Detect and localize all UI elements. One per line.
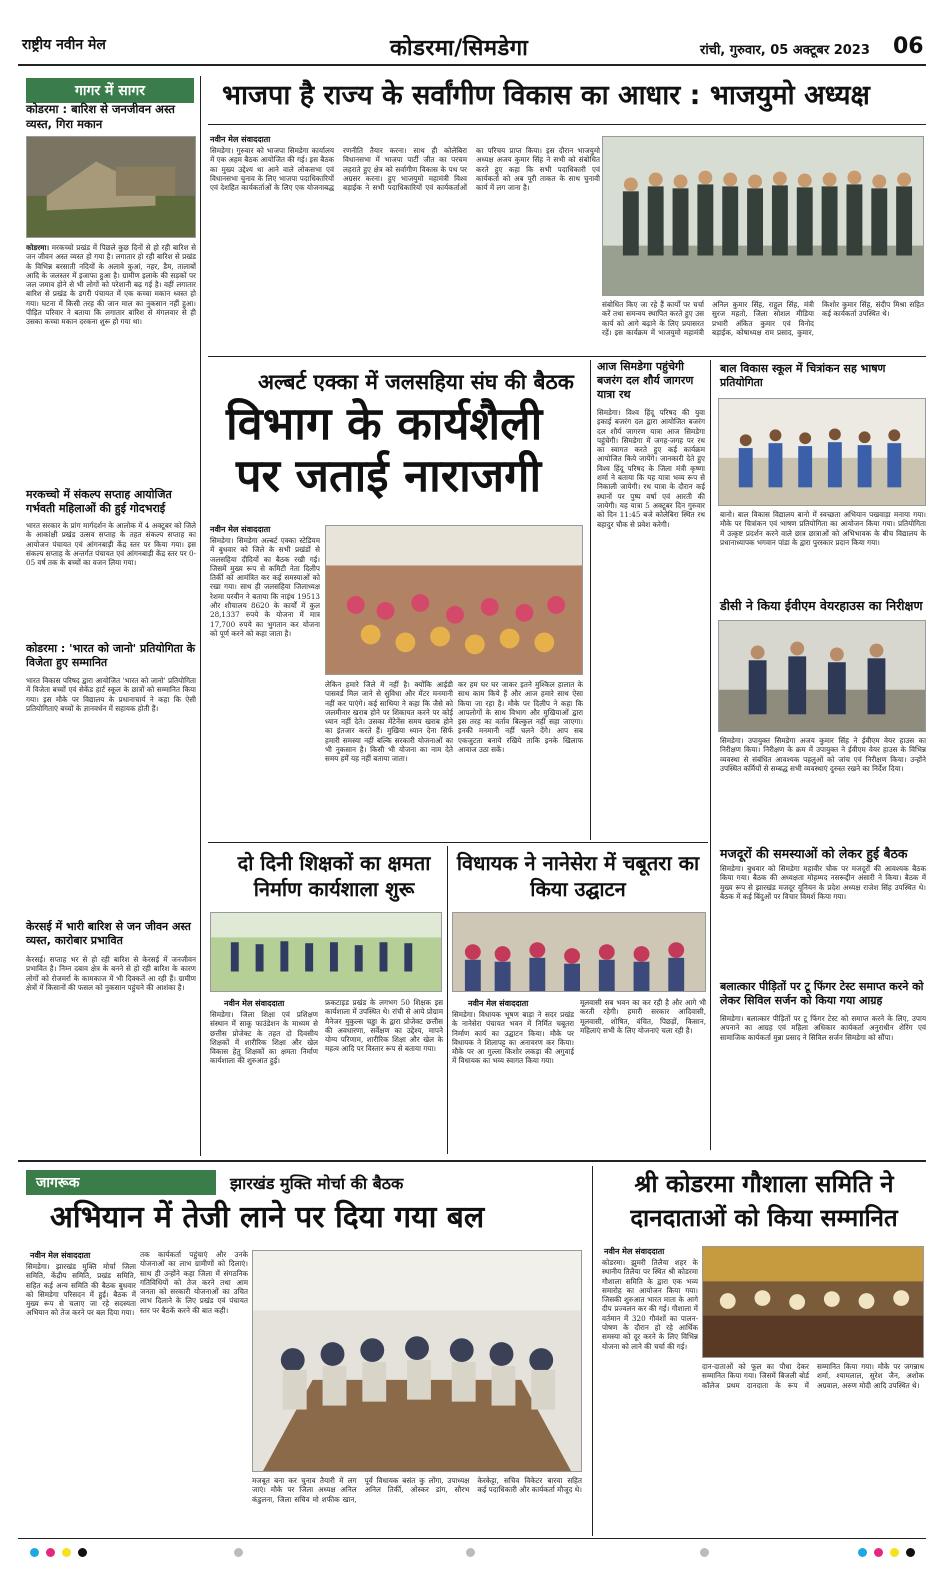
left-column-tag: गागर में सागर xyxy=(26,78,194,103)
bottom-right-headline-line1: श्री कोडरमा गौशाला समिति ने xyxy=(634,1170,894,1198)
center-story-headline-line2: पर जताई नाराजगी xyxy=(236,449,542,502)
mid-right-body2: मूलवासी सब भवन का कर रही है और आगे भी करती रहेगी। हमारी सरकार आदिवासी, मूलवासी, शोषित, वंचित, पिछड़ों, किसान, महिलाएं सभी के लिए योजनाएं चला रही है। xyxy=(580,998,706,1035)
teachers-workshop-photo xyxy=(210,912,442,992)
registration-mark-icon xyxy=(78,1548,87,1557)
bottom-section-rule xyxy=(18,1160,926,1162)
left-story1-text: मरकच्चो प्रखंड में पिछले कुछ दिनों से हो रही बारिश से जन जीवन अस्त व्यस्त हो गया है। लगातार हो रही बारिश से प्रखंड के विभिन्न बरसाती नदियों के अलावे कुआं, नहर, डैम, तालाबों आदि के जलस्तर में इजाफा हुआ है। ग्रामीण इलाके की सड़कों पर जल जमाव होने से भी लोगों को परेशानी बढ़ गई है। वहीं लगातार बारिश से प्रखंड के डगरी पंचायत में एक कच्चा मकान ध्वस्त हो गया। घटना में किसी तरह की जान माल का नुकसान नहीं हुआ। पीड़ित परिवार ने बताया कि लगातार बारिश से मंगलवार से ही उसका कच्चा मकान दरकना शुरू हो गया था। xyxy=(26,243,196,327)
top-story-rule xyxy=(208,124,926,125)
gaushala-ceremony-photo xyxy=(702,1246,924,1358)
bottom-left-kicker: झारखंड मुक्ति मोर्चा की बैठक xyxy=(230,1174,404,1193)
dateline: रांची, गुरुवार, 05 अक्टूबर 2023 xyxy=(700,43,870,58)
bottom-right-caption: दान-दाताओं को फूल का पौधा देकर सम्मानित किया गया। जिसमें बिजली बोर्ड कॉलेज प्रथम दानदाता के रूप में सम्मानित किया गया। मौके पर जगन्नाथ शर्मा, श्यामलाल, सुरेश जैन, अशोक अग्रवाल, अरुण मोदी आदि उपस्थित थे। xyxy=(702,1362,924,1390)
bottom-left-body: सिमडेगा। झारखंड मुक्ति मोर्चा जिला समिति, केंद्रीय समिति, प्रखंड समिति, सहित कई अन्य समिति की बैठक बुधवार को सिमडेगा परिसदन में हुई। बैठक में मुख्य रूप से चलाए जा रहे सदस्यता अभियान को तेज करने पर बल दिया गया। xyxy=(26,1262,136,1318)
mid-left-byline: नवीन मेल संवाददाता xyxy=(224,999,285,1008)
center-story-body: सिमडेगा। सिमडेगा अल्बर्ट एक्का स्टेडियम में बुधवार को जिले के सभी प्रखंडों से जलसहिया दीदियों का बैठक रखी गई। जिसमें मुख्य रूप से कमिटी नेता दिलीप तिर्की को आमंत्रित कर कई समस्याओं को रखा गया। साथ ही जलसहिया जिलाध्यक्ष रेशमा परवीन ने बताया कि नाइंथ 19513 और शौचालय 8620 के कार्यों में कुल 28,1337 रुपये के योजना में मात्र 17,700 रुपये का भुगतान कर योजना को पूर्ण करने को कहा जाता है। xyxy=(210,536,320,638)
right-story1-headline: बाल विकास स्कूल में चित्रांकन सह भाषण प्रतियोगिता xyxy=(720,362,886,389)
registration-mark-icon xyxy=(906,1548,915,1557)
flood-house-photo xyxy=(26,136,196,238)
bottom-left-byline: नवीन मेल संवाददाता xyxy=(30,1251,91,1260)
bottom-right-body: कोडरमा। झुमरी तिलैया शहर के स्थानीय तिलैया पर स्थित श्री कोडरमा गौशाला समिति के द्वारा एक भव्य समारोह का आयोजन किया गया। जिसकी शुरुआत भारत माता के आगे दीप प्रज्वलन कर की गई। गौशाला में वर्तमान में 320 गौवंशों का पालन-पोषण के दौरान हो रहे आर्थिक समस्या को दूर करने के लिए विभिन्न योजना को लाने की चर्चा की गई। xyxy=(602,1258,698,1351)
mid-divider xyxy=(447,846,448,1154)
school-competition-photo xyxy=(718,398,926,506)
right-story1-body: बानो। बाल विकास विद्यालय बानो में स्वच्छता अभियान पखवाड़ा मनाया गया। मौके पर चित्रांकन एवं भाषण प्रतियोगिता का आयोजन किया गया। प्रतियोगिता में उत्कृष्ट प्रदर्शन करने वाले छात्र छात्राओं को अभिभावक के बीच विद्यालय के प्रधानाध्यापक भगवान पांडा के द्वारा पुरस्कार प्रदान किया गया। xyxy=(720,510,926,547)
top-story-byline: नवीन मेल संवाददाता xyxy=(210,135,271,144)
left-story1-dateline: कोडरमा। xyxy=(26,243,50,252)
right-story2-headline: डीसी ने किया ईवीएम वेयरहाउस का निरीक्षण xyxy=(720,598,923,613)
mid-rule xyxy=(208,842,708,843)
mid-left-body: सिमडेगा। जिला शिक्षा एवं प्रशिक्षण संस्थान में साकू फाउंडेशन के माध्यम से छत्तीस प्रोजेक्ट के तहत दो दिवसीय शिक्षकों में शारीरिक शिक्षा और खेल विकास हेतु शिक्षकों का क्षमता निर्माण कार्यशाला की शुरुआत हुई। xyxy=(210,1010,318,1066)
left-column-divider xyxy=(200,76,201,1156)
header-rule xyxy=(18,64,926,66)
mid-left-headline: दो दिनी शिक्षकों का क्षमता निर्माण कार्यशाला शुरू xyxy=(237,851,431,901)
bottom-left-headline: अभियान में तेजी लाने पर दिया गया बल xyxy=(50,1200,485,1235)
bottom-right-byline: नवीन मेल संवाददाता xyxy=(604,1247,665,1256)
top-story-headline: भाजपा है राज्य के सर्वांगीण विकास का आधार : भाजयुमो अध्यक्ष xyxy=(222,80,870,111)
left-story2-headline: मरकच्चो में संकल्प सप्ताह आयोजित गर्भवती महिलाओं की हुई गोदभराई xyxy=(26,488,172,515)
section-title: कोडरमा/सिमडेगा xyxy=(390,36,529,61)
bottom-right-headline-line2: दानदाताओं को किया सम्मानित xyxy=(630,1204,898,1232)
right-column-divider xyxy=(710,360,711,1150)
registration-mark-icon xyxy=(30,1548,39,1557)
left-story4-body: केरसई। सप्ताह भर से हो रही बारिश से केरसई में जनजीवन प्रभावित है। निम्न दबाव क्षेत्र के बनने से हो रही बारिश के कारण लोगों को रोजमर्रा के कामकाज में भी दिक्कतें आ रही हैं। ग्रामीण क्षेत्रों में किसानों की फसल को नुकसान पहुंचने की आशंका है। xyxy=(26,955,196,992)
mid-right-body: सिमडेगा। विधायक भूषण बाड़ा ने सदर प्रखंड के नानेसेरा पंचायत भवन में निर्मित चबूतरा निर्माण कार्य का उद्घाटन किया। मौके पर विधायक ने शिलापट्ट का अनावरण कर किया। मौके पर आ गुल्ला किशोर लकड़ा की अगुवाई में विधायक का भव्य स्वागत किया गया। xyxy=(452,1010,574,1066)
mid-right-headline: विधायक ने नानेसेरा में चबूतरा का किया उद्घाटन xyxy=(456,851,700,901)
registration-mark-icon xyxy=(890,1548,899,1557)
top-story-body: सिमडेगा। गुरुवार को भाजपा सिमडेगा कार्यालय में एक अहम बैठक आयोजित की गई। इस बैठक का मुख्य उद्देश्य था आने वाले लोकसभा एवं विधानसभा चुनाव के लिए भाजपा पदाधिकारियों एवं देशहित कार्यकर्ताओं के लिए एक योजनाबद्ध रणनीति तैयार करना। साथ ही कोलेबिरा विधानसभा में भाजपा पार्टी जीत का परचम लहराते हुए क्षेत्र को सर्वागीण विकास के पथ पर अग्रसर करना। हुए भाजयुमो महामंत्री विश्व बड़ाईक ने सभी पदाधिकारियों एवं कार्यकर्ताओं का परिचय प्राप्त किया। इस दौरान भाजयुमो अध्यक्ष अजय कुमार सिंह ने सभी को संबोधित करते हुए कहा कि सभी पदाधिकारी एवं कार्यकर्ता को अब पूरी ताकत के साथ चुनावी कार्य में लग जाना है। xyxy=(210,146,600,193)
center-right-divider xyxy=(590,360,591,840)
registration-mark-icon xyxy=(234,1548,243,1557)
registration-mark-icon xyxy=(858,1548,867,1557)
right-story3-headline: मजदूरों की समस्याओं को लेकर हुई बैठक xyxy=(720,846,908,861)
right-story3-body: सिमडेगा। बुधवार को सिमडेगा महावीर चौक पर मजदूरों की आवश्यक बैठक किया गया। बैठक की अध्यक्षता मोहम्मद नसरूद्दीन अंसारी ने किया। बैठक में मुख्य रूप से झारखंड मजदूर यूनियन के प्रदेश अध्यक्ष राजेश सिंह उपस्थित थे। बैठक में कई बिंदुओं पर विचार विमर्श किया गया। xyxy=(720,864,926,901)
registration-mark-icon xyxy=(466,1548,475,1557)
center-story-body3: कर हम घर घर जाकर इतने मुश्किल हालात के साथ काम किये हैं और आज हमारे साथ ऐसा किया जा रहा है। मौके पर दिलीप ने कहा कि आपलोगों के साथ विभाग और मुखियाओं द्वारा इस तरह का वर्ताव बिल्कुल नहीं सहा जाएगा। इनकी मनमानी नहीं चलने देंगे। आप सब एकजुटता बनाये रखिये ताकि इनके खिलाफ आवाज उठा सकें। xyxy=(458,680,583,755)
bottom-divider xyxy=(592,1166,593,1536)
bjym-meeting-photo xyxy=(602,136,924,296)
bajrang-story-headline: आज सिमडेगा पहुंचेगी बजरंग दल शौर्य जागरण यात्रा रथ xyxy=(597,360,694,401)
center-story-headline-line1: विभाग के कार्यशैली xyxy=(226,397,543,450)
page-number: 06 xyxy=(893,34,924,59)
bottom-left-body2: तक कार्यकर्ता पहुंचाएं और उनके योजनाओं का लाभ ग्रामीणों को दिलाएं। साथ ही उन्होंने कहा जिला में संगठनिक गतिविधियों को तेज करने तथा आम जनता को सरकारी योजनाओं का उचित लाभ दिलाने के लिए प्रखंड एवं पंचायत स्तर पर बैठकें करने की बात कही। xyxy=(140,1250,248,1315)
newspaper-logo: राष्ट्रीय नवीन मेल xyxy=(22,37,106,53)
mid-right-byline: नवीन मेल संवाददाता xyxy=(468,999,529,1008)
mid-left-body2: फ्रकटाइड प्रखंड के लगभग 50 शिक्षक इस कार्यशाला में उपस्थित थे। रांची से आये प्रोग्राम मैनेजर मुकुल्स चड्ढा के द्वारा प्रोजेक्ट छत्तीस की अवधारणा, सर्वेक्षण का उद्देश्य, मापने योग्य परिणाम, शारीरिक शिक्षा और खेल के महत्व आदि पर विस्तार रूप से बताया गया। xyxy=(325,998,443,1054)
right-story4-headline: बलात्कार पीड़ितों पर टू फिंगर टेस्ट समाप्त करने को लेकर सिविल सर्जन को किया गया आग्रह xyxy=(720,980,924,1007)
registration-mark-icon xyxy=(700,1548,709,1557)
top-story-caption: संबोधित किए जा रहे हैं कार्यों पर चर्चा करें तथा समन्वय स्थापित करते हुए उस कार्य को आगे बढ़ाने के लिए प्रयासरत रहें। इस कार्यक्रम में भाजयुमो महामंत्री अनिल कुमार सिंह, राहुल सिंह, मंत्री सुरज महतो, जिला सोशल मीडिया प्रभारी अंकित कुमार एवं विनोद बड़ाईक, कोषाध्यक्ष राम प्रसाद, कुमार, किशोर कुमार सिंह, संदीप मिश्रा सहित कई कार्यकर्ता उपस्थित थे। xyxy=(602,300,924,337)
left-story4-headline: केरसई में भारी बारिश से जन जीवन अस्त व्यस्त, कारोबार प्रभावित xyxy=(26,920,191,947)
right-story4-body: सिमडेगा। बलात्कार पीड़ितों पर टू फिंगर टेस्ट को समाप्त करने के लिए, उपाय अपनाने का आग्रह एवं महिला अधिकार कार्यकर्ता अनुराधीन शेरिंग एवं सामाजिक कार्यकर्ता मुन्ना प्रसाद ने सिविल सर्जन सिमडेगा को सौंपा। xyxy=(720,1014,926,1042)
registration-mark-icon xyxy=(62,1548,71,1557)
footer-rule xyxy=(18,1538,926,1539)
left-story2-body: भारत सरकार के प्रांग मार्गदर्शन के आलोक में 4 अक्टूबर को जिले के आकांक्षी प्रखंड उत्सव सप्ताह के तहत संकल्प सप्ताह का आयोजन पंचायत एवं आंगनबाड़ी केंद्र स्तर पर किया गया। इस संकल्प सप्ताह के अन्तर्गत पंचायत एवं आंगनबाड़ी केंद्र स्तर पर 0-05 वर्ष तक के बच्चों का वजन लिया गया। xyxy=(26,521,196,568)
evm-inspection-photo xyxy=(718,620,926,732)
chabutra-inauguration-photo xyxy=(452,912,706,992)
left-story1-headline: कोडरमा : बारिश से जनजीवन अस्त व्यस्त, गिरा मकान xyxy=(26,102,175,131)
right-story2-body: सिमडेगा। उपायुक्त सिमडेगा अजय कुमार सिंह ने ईवीएम वेयर हाउस का निरीक्षण किया। निरीक्षण के क्रम में उपायुक्त ने ईवीएम वेयर हाउस के विभिन्न व्यवस्था से संबंधित आवश्यक पहलुओं को जांच एवं निरीक्षण किया। उन्होंने उपस्थित कर्मियों से सम्बद्ध सभी व्यवस्थाएं दुरुस्त रखने का निर्देश दिया। xyxy=(720,736,926,773)
bottom-left-caption: मजबूत बना कर चुनाव तैयारी में लग जाएं। मौके पर जिला अध्यक्ष अनिल कंडुलना, जिला सचिव मो शफीक खान, पूर्व विधायक बसंत कु लोंगा, उपाध्यक्ष अनिल तिर्की, ओस्कर डांग, सौरभ केरकेट्टा, सचिव विकेटर बारवा सहित कई पदाधिकारी और कार्यकर्ता मौजूद थे। xyxy=(252,1476,582,1504)
jalsahiya-meeting-photo xyxy=(325,525,583,675)
top-story-bottom-rule xyxy=(208,356,926,357)
jmm-meeting-photo xyxy=(252,1250,582,1472)
left-story3-body: भारत विकास परिषद द्वारा आयोजित 'भारत को जानो' प्रतियोगिता में विजेता बच्चों एवं सेकेंड हार्ट स्कूल के छात्रों को सम्मानित किया गया। इस मौके पर विद्यालय के प्रधानाचार्य ने कहा कि ऐसी प्रतियोगिताएं बच्चों के ज्ञानवर्धन में सहायक होती हैं। xyxy=(26,676,196,713)
registration-mark-icon xyxy=(46,1548,55,1557)
bottom-left-tag: जागरूक xyxy=(26,1170,216,1195)
left-story3-headline: कोडरमा : 'भारत को जानो' प्रतियोगिता के विजेता हुए सम्मानित xyxy=(26,642,196,669)
center-story-kicker: अल्बर्ट एक्का में जलसहिया संघ की बैठक xyxy=(258,370,574,394)
center-story-body2: लेकिन हमारे जिले में नहीं है। क्योंकि आईडी पासवर्ड मिल जाने से सुविधा और मेंटर मनमानी नहीं कर पाएंगे। कई साथिया ने कहा कि जैसे को जलमीनार खराब होने पर शिकायत करने पर कोई ध्यान नहीं देते। उसका मेंटेनेंस समय खराब होने का इंतजार करते हैं। मुखिया ध्यान देना सिर्फ हमारी समस्या नहीं बल्कि सरकारी योजनाओं का भी नुकसान है। किसी भी योजना का नाम देते समय हमें यह नहीं बताया जाता। xyxy=(325,680,453,764)
left-story1-body xyxy=(26,243,196,483)
center-story-byline: नवीन मेल संवाददाता xyxy=(210,525,271,534)
registration-mark-icon xyxy=(874,1548,883,1557)
bajrang-story-body: सिमडेगा। विश्व हिंदू परिषद की युवा इकाई बजरंग दल द्वारा आयोजित बजरंग दल शौर्य जागरण यात्रा आज सिमडेगा पहुंचेगी। सिमडेगा में जगह-जगह पर रथ का स्वागत करते हुए कई कार्यक्रम आयोजित किये जायेंगे। जानकारी देते हुए विश्व हिंदू परिषद के जिला मंत्री कृष्णा शर्मा ने बताया कि यह यात्रा भव्य रूप से निकाली जायेगी। रथ यात्रा के दौरान कई स्थानों पर पुष्प वर्षा एवं आरती की जायेगी। यह यात्रा 5 अक्टूबर दिन गुरुवार को दिन 11:45 बजे कोलेबिरा स्थित रथ बहादुर चौक से प्रवेश करेगी। xyxy=(597,408,705,529)
